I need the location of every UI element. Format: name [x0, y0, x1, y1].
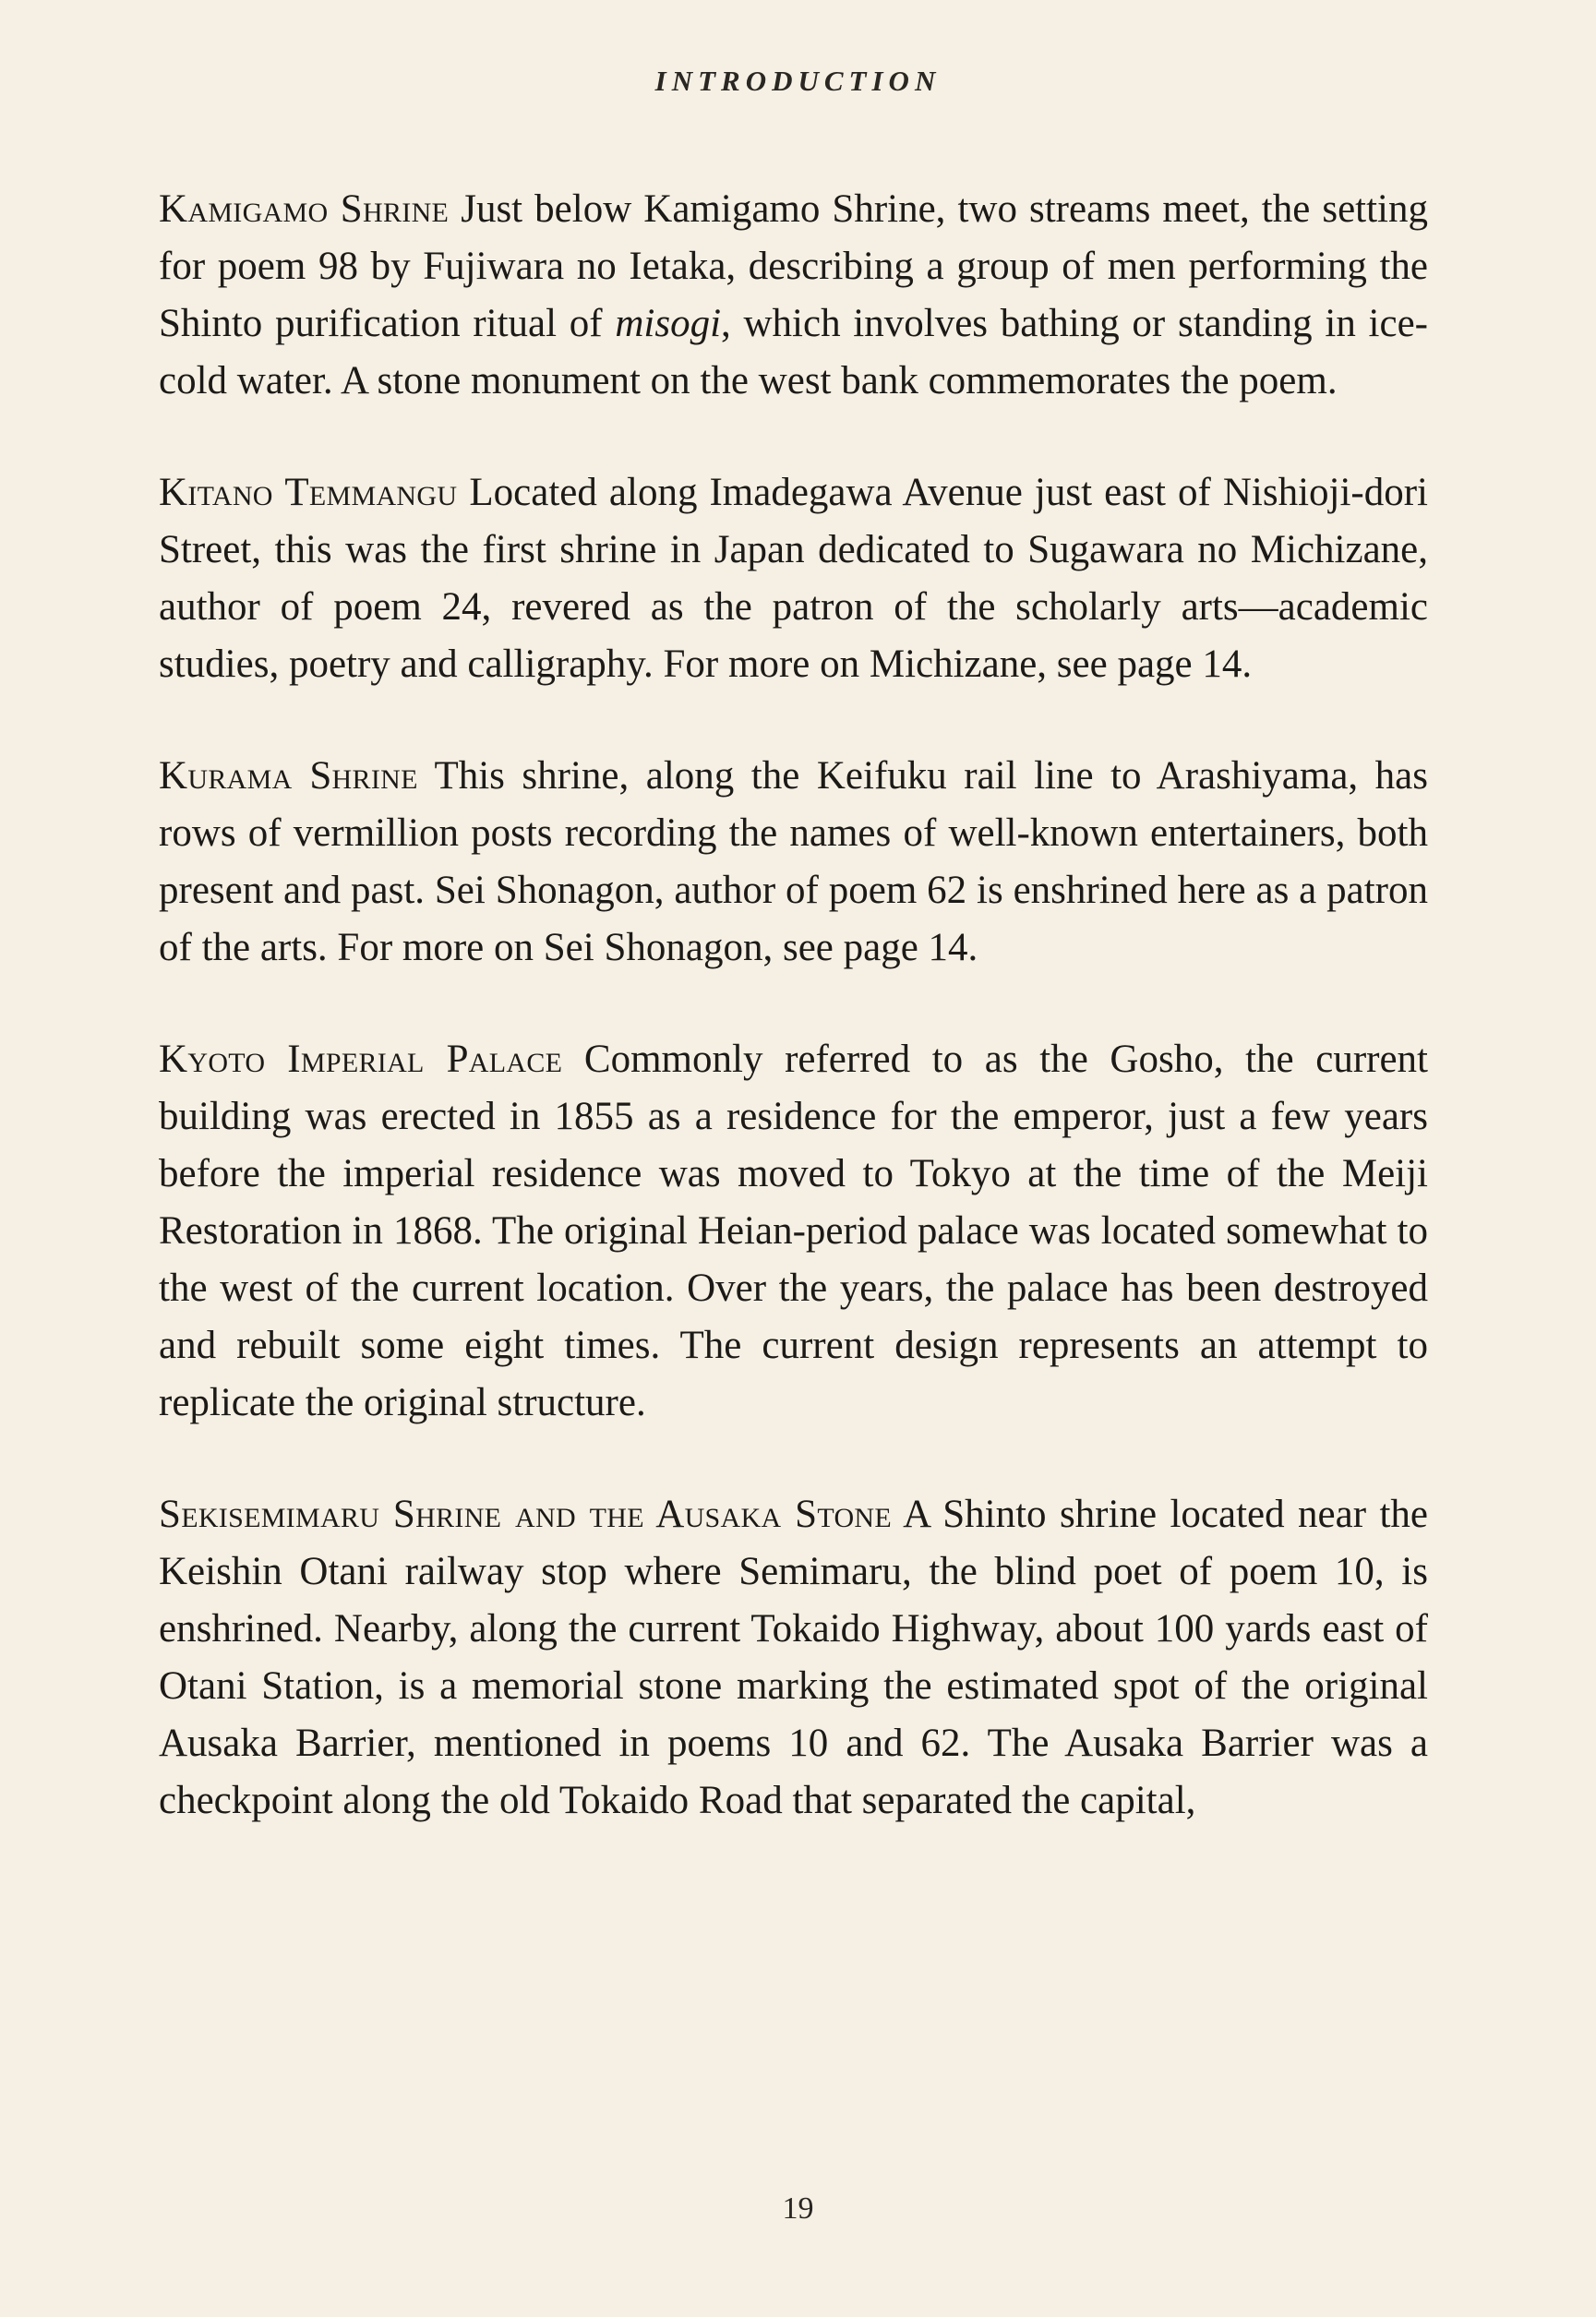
- entry-kyoto-imperial-palace: [159, 1031, 1428, 1432]
- entry-title: Kamigamo Shrine: [159, 187, 450, 231]
- entry-kurama-shrine: [159, 748, 1428, 977]
- entry-body: This shrine, along the Keifuku rail line to Arashiyama, has rows of vermillion posts recording the names of well-known entertainers, both present and past. Sei Shonagon, author of poem 62 is enshrined here as a patron of the arts. For more on Sei Shonagon, see page 14.: [159, 754, 1428, 969]
- entry-title: Kitano Temmangu: [159, 471, 458, 514]
- entry-kitano-temmangu: [159, 464, 1428, 693]
- entry-body: Located along Imadegawa Avenue just east of Nishioji-dori Street, this was the first shrine in Japan dedicated to Sugawara no Michizane, author of poem 24, revered as the patron of the scholarly arts—academic studies, poetry and calligraphy. For more on Michizane, see page 14.: [159, 471, 1428, 686]
- page-number: 19: [782, 2191, 814, 2226]
- entry-title: Sekisemimaru Shrine and the Ausaka Stone: [159, 1493, 893, 1536]
- entry-title: Kyoto Imperial Palace: [159, 1038, 563, 1081]
- entry-body: Commonly referred to as the Gosho, the current building was erected in 1855 as a residence for the emperor, just a few years before the imperial residence was moved to Tokyo at the time of the Meiji Restoration in 1868. The original Heian-period palace was located somewhat to the west of the current location. Over the years, the palace has been destroyed and rebuilt some eight times. The current design represents an attempt to replicate the original structure.: [159, 1038, 1429, 1424]
- entry-body: Just below Kamigamo Shrine, two streams meet, the setting for poem 98 by Fujiwara no Ietaka, describing a group of men performing the Shinto purification ritual of: [159, 187, 1428, 345]
- entry-kamigamo-shrine: [159, 181, 1428, 410]
- entry-body: A Shinto shrine located near the Keishin Otani railway stop where Semimaru, the blind poet of poem 10, is enshrined. Nearby, along the current Tokaido Highway, about 100 yards east of Otani Station, is a memorial stone marking the estimated spot of the original Ausaka Barrier, mentioned in poems 10 and 62. The Ausaka Barrier was a checkpoint along the old Tokaido Road that separated the capital,: [159, 1493, 1429, 1822]
- page-content: [159, 181, 1428, 1884]
- entry-italic-term: misogi: [615, 302, 722, 345]
- entry-body-continued: , which involves bathing or standing in ice-cold water. A stone monument on the west bank commemorates the poem.: [159, 302, 1428, 402]
- entry-sekisemimaru-shrine: [159, 1486, 1428, 1830]
- running-head: INTRODUCTION: [654, 65, 942, 97]
- entry-title: Kurama Shrine: [159, 754, 418, 798]
